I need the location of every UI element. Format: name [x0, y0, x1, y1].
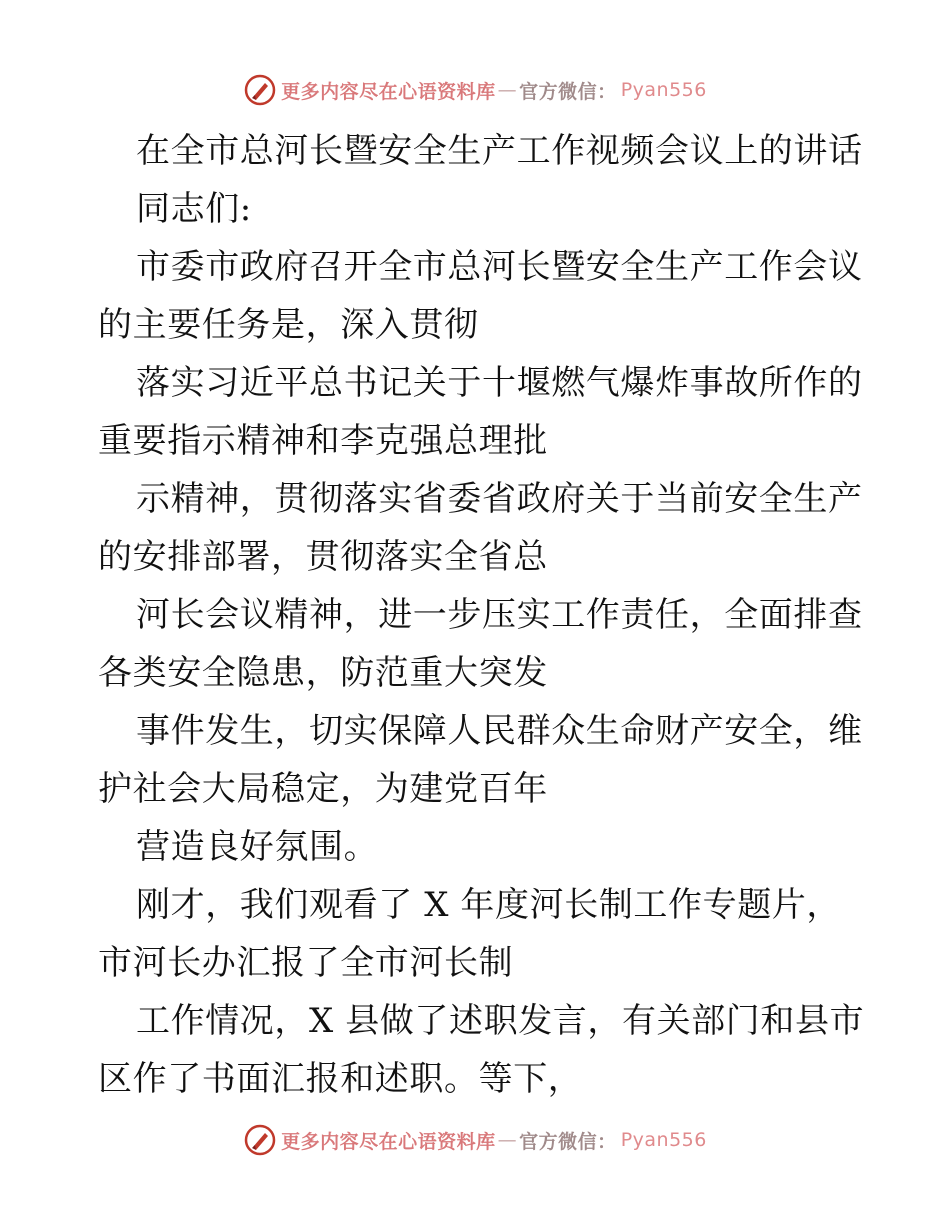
text-line: 营造良好氛围。: [136, 827, 379, 867]
pen-logo-icon: [243, 1123, 277, 1157]
text-line: 区作了书面汇报和述职。等下，: [98, 1059, 583, 1099]
text-line: 的主要任务是，深入贯彻: [98, 305, 479, 345]
watermark-brand: 更多内容尽在心语资料库: [281, 80, 496, 103]
text-line: 河长会议精神，进一步压实工作责任，全面排查: [136, 595, 863, 635]
text-line: 重要指示精神和李克强总理批: [98, 421, 548, 461]
text-line: 工作情况，X 县做了述职发言，有关部门和县市: [136, 1001, 865, 1041]
text-line: 刚才，我们观看了 X 年度河长制工作专题片，: [136, 885, 842, 925]
text-line: 护社会大局稳定，为建党百年: [98, 769, 548, 809]
pen-logo-icon: [243, 73, 277, 107]
document-title: 在全市总河长暨安全生产工作视频会议上的讲话: [136, 131, 863, 171]
watermark-footer: [0, 1120, 950, 1160]
document-body: [98, 122, 865, 1108]
text-line: 事件发生，切实保障人民群众生命财产安全，维: [136, 711, 863, 751]
text-line: 市委市政府召开全市总河长暨安全生产工作会议: [136, 247, 863, 287]
watermark-separator: —: [497, 79, 518, 101]
text-line: 市河长办汇报了全市河长制: [98, 943, 514, 983]
watermark-id: Pyan556: [620, 79, 707, 101]
watermark-header: [0, 70, 950, 110]
text-line: 各类安全隐患，防范重大突发: [98, 653, 548, 693]
text-line: 落实习近平总书记关于十堰燃气爆炸事故所作的: [136, 363, 863, 403]
salutation: 同志们:: [136, 189, 252, 229]
watermark-separator: —: [497, 1129, 518, 1151]
watermark-official: 官方微信：: [519, 80, 617, 103]
watermark-brand: 更多内容尽在心语资料库: [281, 1130, 496, 1153]
watermark-id: Pyan556: [620, 1129, 707, 1151]
text-line: 的安排部署，贯彻落实全省总: [98, 537, 548, 577]
text-line: 示精神，贯彻落实省委省政府关于当前安全生产: [136, 479, 863, 519]
watermark-official: 官方微信：: [519, 1130, 617, 1153]
